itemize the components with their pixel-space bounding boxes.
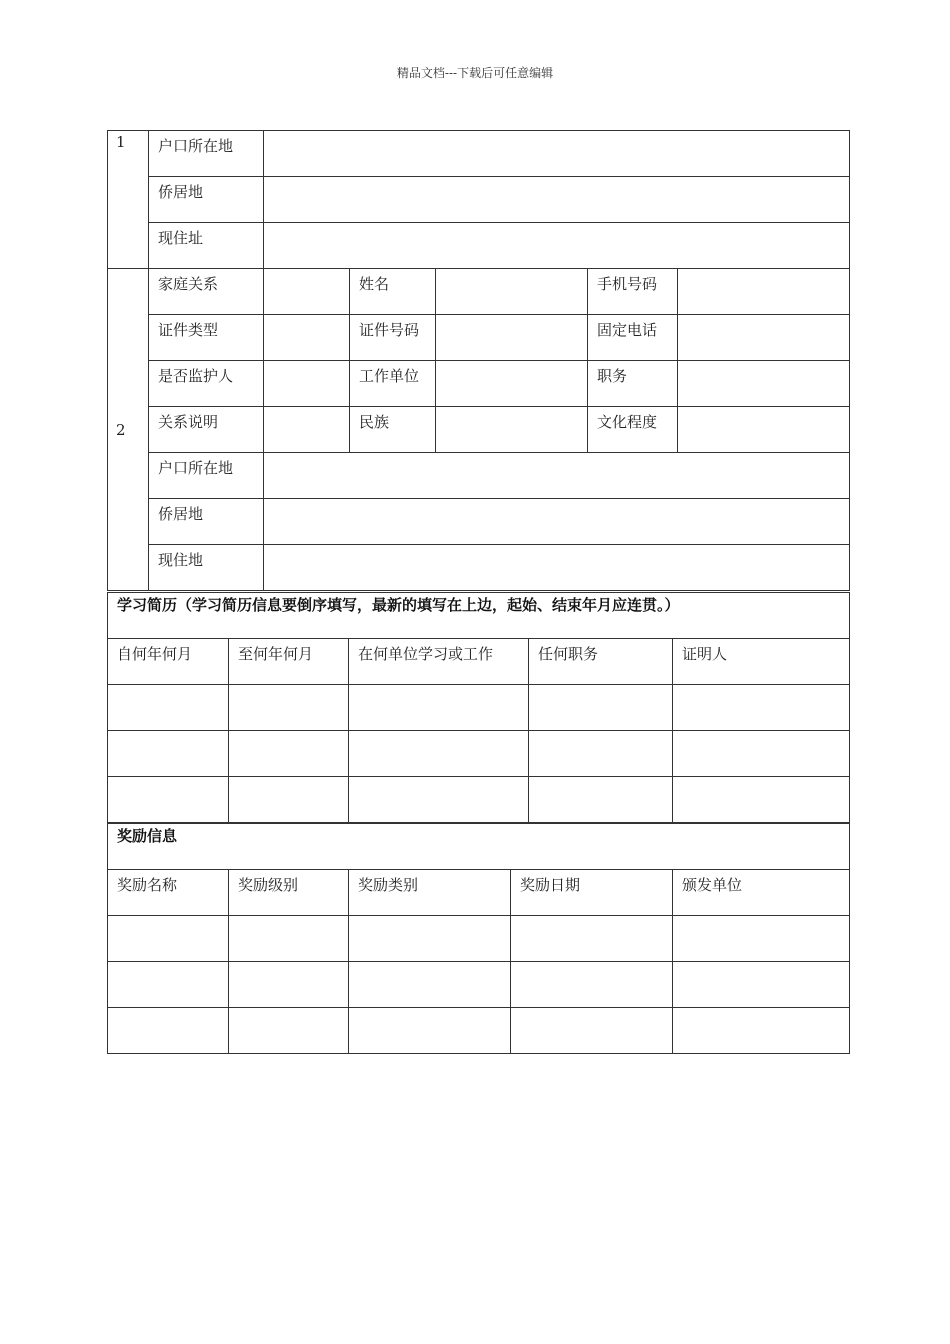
member-number: 1 bbox=[108, 131, 149, 269]
field-label: 证件类型 bbox=[149, 315, 264, 361]
guardian-cell[interactable] bbox=[264, 361, 350, 407]
table-row bbox=[108, 315, 850, 361]
field-label: 证件号码 bbox=[350, 315, 436, 361]
current-address-cell[interactable] bbox=[264, 545, 850, 591]
study-cell[interactable] bbox=[349, 731, 529, 777]
column-header: 奖励级别 bbox=[229, 870, 349, 916]
table-row bbox=[108, 916, 850, 962]
study-cell[interactable] bbox=[229, 685, 349, 731]
field-label: 是否监护人 bbox=[149, 361, 264, 407]
field-label: 固定电话 bbox=[588, 315, 678, 361]
field-label: 侨居地 bbox=[149, 499, 264, 545]
column-header: 在何单位学习或工作 bbox=[349, 639, 529, 685]
ethnicity-cell[interactable] bbox=[436, 407, 588, 453]
table-header-row bbox=[108, 870, 850, 916]
table-header-row bbox=[108, 639, 850, 685]
award-cell[interactable] bbox=[673, 1008, 850, 1054]
award-cell[interactable] bbox=[511, 1008, 673, 1054]
table-row bbox=[108, 499, 850, 545]
column-header: 奖励名称 bbox=[108, 870, 229, 916]
award-info-table bbox=[107, 823, 850, 1054]
field-label: 职务 bbox=[588, 361, 678, 407]
column-header: 任何职务 bbox=[529, 639, 673, 685]
study-cell[interactable] bbox=[229, 731, 349, 777]
field-label: 姓名 bbox=[350, 269, 436, 315]
study-cell[interactable] bbox=[529, 731, 673, 777]
award-cell[interactable] bbox=[108, 916, 229, 962]
award-cell[interactable] bbox=[229, 1008, 349, 1054]
award-cell[interactable] bbox=[229, 962, 349, 1008]
study-cell[interactable] bbox=[673, 777, 850, 823]
overseas-residence-cell[interactable] bbox=[264, 499, 850, 545]
field-label: 侨居地 bbox=[149, 177, 264, 223]
study-cell[interactable] bbox=[529, 685, 673, 731]
family-relation-cell[interactable] bbox=[264, 269, 350, 315]
hukou-location-cell[interactable] bbox=[264, 131, 850, 177]
name-cell[interactable] bbox=[436, 269, 588, 315]
member-number: 2 bbox=[108, 269, 149, 591]
section-title: 学习简历（学习简历信息要倒序填写，最新的填写在上边，起始、结束年月应连贯。） bbox=[108, 593, 850, 639]
column-header: 颁发单位 bbox=[673, 870, 850, 916]
field-label: 工作单位 bbox=[350, 361, 436, 407]
employer-cell[interactable] bbox=[436, 361, 588, 407]
award-cell[interactable] bbox=[349, 962, 511, 1008]
document-header-note: 精品文档---下载后可任意编辑 bbox=[396, 66, 554, 80]
award-cell[interactable] bbox=[673, 916, 850, 962]
table-row bbox=[108, 407, 850, 453]
table-row bbox=[108, 777, 850, 823]
id-type-cell[interactable] bbox=[264, 315, 350, 361]
award-cell[interactable] bbox=[108, 962, 229, 1008]
field-label: 家庭关系 bbox=[149, 269, 264, 315]
award-cell[interactable] bbox=[349, 916, 511, 962]
study-cell[interactable] bbox=[673, 685, 850, 731]
position-cell[interactable] bbox=[678, 361, 850, 407]
column-header: 奖励日期 bbox=[511, 870, 673, 916]
award-cell[interactable] bbox=[511, 962, 673, 1008]
field-label: 户口所在地 bbox=[149, 453, 264, 499]
table-row bbox=[108, 361, 850, 407]
field-label: 户口所在地 bbox=[149, 131, 264, 177]
column-header: 奖励类别 bbox=[349, 870, 511, 916]
award-cell[interactable] bbox=[511, 916, 673, 962]
column-header: 证明人 bbox=[673, 639, 850, 685]
study-cell[interactable] bbox=[349, 777, 529, 823]
table-row bbox=[108, 453, 850, 499]
field-label: 现住地 bbox=[149, 545, 264, 591]
study-cell[interactable] bbox=[673, 731, 850, 777]
study-cell[interactable] bbox=[349, 685, 529, 731]
study-cell[interactable] bbox=[229, 777, 349, 823]
field-label: 民族 bbox=[350, 407, 436, 453]
table-row bbox=[108, 177, 850, 223]
field-label: 关系说明 bbox=[149, 407, 264, 453]
section-title: 奖励信息 bbox=[108, 824, 850, 870]
table-row bbox=[108, 685, 850, 731]
study-history-table bbox=[107, 592, 850, 823]
overseas-residence-cell[interactable] bbox=[264, 177, 850, 223]
table-row bbox=[108, 1008, 850, 1054]
mobile-number-cell[interactable] bbox=[678, 269, 850, 315]
field-label: 现住址 bbox=[149, 223, 264, 269]
table-row bbox=[108, 962, 850, 1008]
column-header: 至何年何月 bbox=[229, 639, 349, 685]
landline-cell[interactable] bbox=[678, 315, 850, 361]
study-cell[interactable] bbox=[529, 777, 673, 823]
column-header: 自何年何月 bbox=[108, 639, 229, 685]
education-level-cell[interactable] bbox=[678, 407, 850, 453]
id-number-cell[interactable] bbox=[436, 315, 588, 361]
award-cell[interactable] bbox=[108, 1008, 229, 1054]
table-row bbox=[108, 223, 850, 269]
table-row bbox=[108, 131, 850, 177]
study-cell[interactable] bbox=[108, 685, 229, 731]
table-row bbox=[108, 269, 850, 315]
table-row bbox=[108, 593, 850, 639]
study-cell[interactable] bbox=[108, 731, 229, 777]
study-cell[interactable] bbox=[108, 777, 229, 823]
award-cell[interactable] bbox=[673, 962, 850, 1008]
hukou-location-cell[interactable] bbox=[264, 453, 850, 499]
current-address-cell[interactable] bbox=[264, 223, 850, 269]
table-row bbox=[108, 731, 850, 777]
award-cell[interactable] bbox=[349, 1008, 511, 1054]
relation-note-cell[interactable] bbox=[264, 407, 350, 453]
table-row bbox=[108, 824, 850, 870]
award-cell[interactable] bbox=[229, 916, 349, 962]
field-label: 手机号码 bbox=[588, 269, 678, 315]
table-row bbox=[108, 545, 850, 591]
family-member-table bbox=[107, 130, 850, 591]
field-label: 文化程度 bbox=[588, 407, 678, 453]
